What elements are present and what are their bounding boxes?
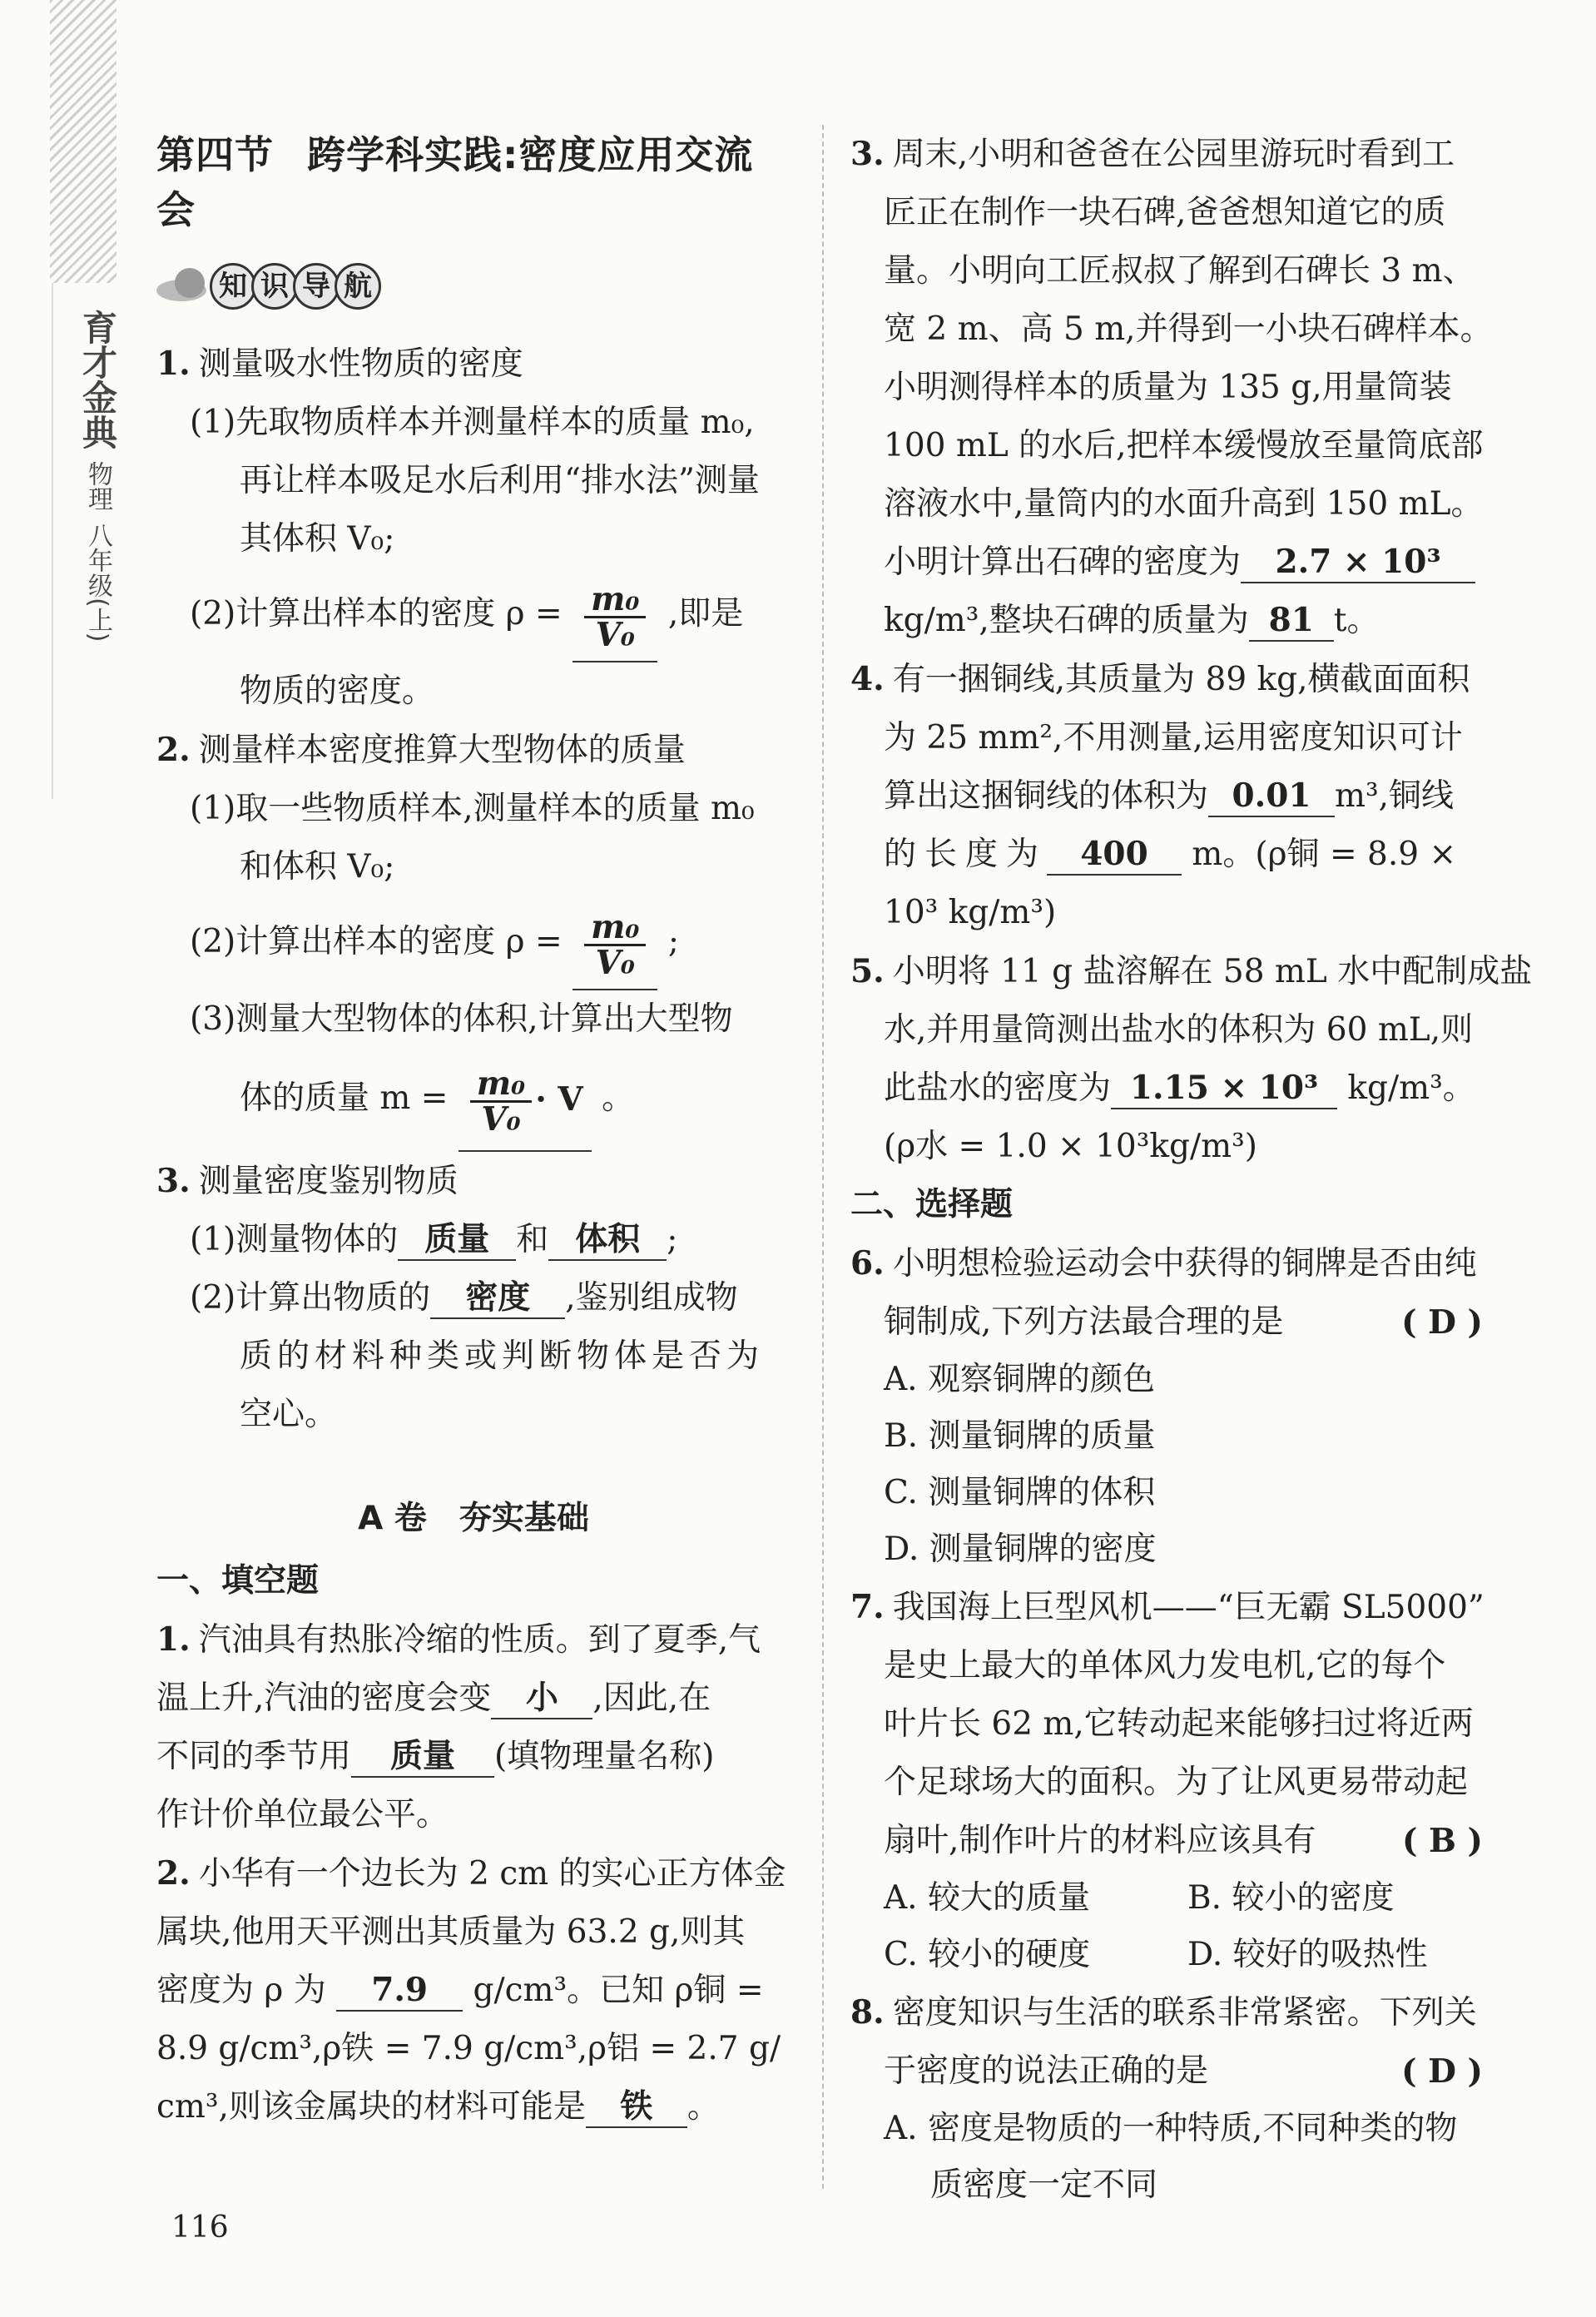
answer-blank: 0.01: [1208, 776, 1335, 817]
q4-line4: 的长度为 400 m。(ρ铜 = 8.9 ×: [850, 826, 1491, 884]
badge-char: 航: [335, 263, 381, 310]
column-divider: [822, 125, 824, 2189]
k2-s3: 体的质量 m = $\frac{\text{m₀}}{\text{V₀}}$ · V 。: [156, 1049, 791, 1152]
option: D. 较好的吸热性: [1187, 1936, 1428, 1973]
option: A. 较大的质量: [884, 1879, 1090, 1917]
q1-line1: 1. 汽油具有热胀冷缩的性质。到了夏季,气: [156, 1620, 761, 1659]
badge-char: 识: [251, 263, 298, 310]
k3-heading: 3. 测量密度鉴别物质: [156, 1161, 458, 1200]
k3-s2c: 质的材料种类或判断物体是否为: [240, 1337, 765, 1375]
q4-line5: 10³ kg/m³): [884, 894, 1057, 931]
q3-line1: 3. 周末,小明和爸爸在公园里游玩时看到工: [850, 135, 1455, 173]
q2-line2: 属块,他用天平测出其质量为 63.2 g,则其: [156, 1913, 746, 1951]
q2-line3: 密度为 ρ 为 7.9 g/cm³。已知 ρ铜 =: [156, 1962, 791, 2020]
q5-line2: 水,并用量筒测出盐水的体积为 60 mL,则: [884, 1011, 1474, 1049]
brand-name: 育才金典: [77, 310, 118, 449]
subject-label: 物理: [83, 461, 112, 511]
option: A. 密度是物质的一种特质,不同种类的物: [884, 2110, 1458, 2147]
q8-line2: 于密度的说法正确的是 ( D ): [850, 2042, 1491, 2101]
k3-s2: (2)计算出物质的 密度 ,鉴别组成物: [156, 1269, 791, 1327]
section-topic: 跨学科实践:密度应用交流会: [156, 132, 754, 232]
answer-blank: 体积: [548, 1219, 667, 1261]
answer-choice: ( B ): [1401, 1822, 1483, 1860]
q3-line7: 溶液水中,量筒内的水面升高到 150 mL。: [884, 485, 1484, 523]
option: C. 测量铜牌的体积: [884, 1474, 1156, 1511]
q3-line8: 小明计算出石碑的密度为 2.7 × 10³: [850, 533, 1491, 592]
q7-line5: 扇叶,制作叶片的材料应该具有 ( B ): [850, 1812, 1491, 1870]
k3-s1: (1)测量物体的 质量 和 体积 ;: [156, 1211, 791, 1269]
q7-line4: 个足球场大的面积。为了让风更易带动起: [884, 1764, 1469, 1801]
section-a-title: A 卷 夯实基础: [358, 1499, 589, 1537]
fraction: $\frac{\text{m₀}}{\text{V₀}}$: [584, 910, 646, 980]
k3-s2d: 空心。: [240, 1395, 338, 1433]
decorative-hatch: [50, 0, 116, 283]
option: D. 测量铜牌的密度: [884, 1531, 1157, 1568]
option: B. 测量铜牌的质量: [884, 1417, 1156, 1455]
q5-line3: 此盐水的密度为 1.15 × 10³ kg/m³。: [850, 1059, 1491, 1118]
q3-line9: kg/m³,整块石碑的质量为 81 t。: [850, 592, 1491, 650]
q5-line4: (ρ水 = 1.0 × 10³kg/m³): [884, 1128, 1257, 1165]
q1-line2: 温上升,汽油的密度会变 小 ,因此,在: [156, 1670, 791, 1728]
mascot-icon: [156, 263, 215, 310]
q7-line3: 叶片长 62 m,它转动起来能够扫过将近两: [884, 1705, 1474, 1743]
badge-char: 导: [293, 263, 340, 310]
page-title: [156, 125, 791, 235]
q6-line1: 6. 小明想检验运动会中获得的铜牌是否由纯: [850, 1244, 1477, 1283]
q4-line2: 为 25 mm²,不用测量,运用密度知识可计: [884, 719, 1463, 757]
k1-s2: (2)计算出样本的密度 ρ = $\frac{\text{m₀}}{\text{V₀}}$ ,即是: [156, 568, 791, 662]
q3-line3: 量。小明向工匠叔叔了解到石碑长 3 m、: [884, 252, 1475, 290]
k2-s3a: (3)测量大型物体的体积,计算出大型物: [190, 1000, 733, 1038]
q4-line1: 4. 有一捆铜线,其质量为 89 kg,横截面面积: [850, 660, 1470, 698]
answer-blank: 小: [491, 1678, 592, 1719]
answer-blank: 1.15 × 10³: [1111, 1068, 1337, 1109]
answer-blank: [572, 897, 657, 990]
q1-line3: 不同的季节用 质量 (填物理量名称): [156, 1728, 791, 1786]
knowledge-nav-badge: [156, 263, 791, 310]
option: A. 观察铜牌的颜色: [884, 1361, 1155, 1398]
k1-heading: 1. 测量吸水性物质的密度: [156, 345, 523, 383]
q3-line5: 小明测得样本的质量为 135 g,用量筒装: [884, 369, 1452, 406]
answer-blank: 铁: [586, 2086, 687, 2128]
left-column: [156, 125, 791, 2136]
k1-s1c: 其体积 V₀;: [240, 520, 395, 558]
fraction: $\frac{\text{m₀}}{\text{V₀}}$: [470, 1067, 532, 1136]
option-row: [850, 1870, 1491, 1927]
option: B. 较小的密度: [1187, 1879, 1395, 1917]
section-number: 第四节: [156, 132, 274, 177]
answer-blank: 密度: [430, 1278, 565, 1319]
q5-line1: 5. 小明将 11 g 盐溶解在 58 mL 水中配制成盐: [850, 952, 1533, 990]
grade-label: 八年级(上): [83, 523, 112, 643]
answer-blank: 质量: [351, 1736, 494, 1778]
option-row: [850, 1927, 1491, 1983]
answer-blank: 2.7 × 10³: [1241, 542, 1475, 583]
answer-choice: ( D ): [1401, 1303, 1483, 1342]
q3-line4: 宽 2 m、高 5 m,并得到一小块石碑样本。: [884, 310, 1493, 348]
sidebar: [77, 310, 118, 642]
right-column: [850, 125, 1533, 2214]
k1-s1a: (1)先取物质样本并测量样本的质量 m₀,: [190, 404, 755, 441]
q7-line1: 7. 我国海上巨型风机——“巨无霸 SL5000”: [850, 1588, 1484, 1626]
q2-line5: cm³,则该金属块的材料可能是 铁 。: [156, 2078, 791, 2136]
choice-heading: 二、选择题: [850, 1186, 1014, 1223]
option: C. 较小的硬度: [884, 1936, 1091, 1973]
answer-blank: 质量: [398, 1219, 516, 1261]
k2-s1b: 和体积 V₀;: [240, 848, 395, 886]
answer-blank: $\frac{\text{m₀}}{\text{V₀}}$ · V: [458, 1049, 592, 1152]
k1-s2c: 物质的密度。: [240, 672, 435, 710]
q2-line1: 2. 小华有一个边长为 2 cm 的实心正方体金: [156, 1853, 786, 1893]
q2-line4: 8.9 g/cm³,ρ铁 = 7.9 g/cm³,ρ铝 = 2.7 g/: [156, 2029, 781, 2067]
answer-blank: 400: [1047, 834, 1182, 876]
badge-char: 知: [210, 263, 256, 310]
option-continued: 质密度一定不同: [930, 2166, 1158, 2204]
fill-blank-heading: 一、填空题: [156, 1561, 320, 1600]
k2-heading: 2. 测量样本密度推算大型物体的质量: [156, 731, 686, 769]
k2-s2: (2)计算出样本的密度 ρ = $\frac{\text{m₀}}{\text{V₀}}$ ;: [156, 896, 791, 990]
q7-line2: 是史上最大的单体风力发电机,它的每个: [884, 1647, 1446, 1684]
k1-s1b: 再让样本吸足水后利用“排水法”测量: [240, 462, 760, 499]
q6-line2: 铜制成,下列方法最合理的是 ( D ): [850, 1293, 1491, 1352]
answer-blank: [572, 569, 657, 662]
page-number: 116: [171, 2210, 229, 2245]
fraction: $\frac{\text{m₀}}{\text{V₀}}$: [584, 583, 646, 652]
q3-line2: 匠正在制作一块石碑,爸爸想知道它的质: [884, 194, 1446, 231]
q3-line6: 100 mL 的水后,把样本缓慢放至量筒底部: [884, 427, 1484, 464]
answer-choice: ( D ): [1401, 2052, 1483, 2091]
q1-line4: 作计价单位最公平。: [156, 1795, 449, 1833]
q8-line1: 8. 密度知识与生活的联系非常紧密。下列关: [850, 1993, 1477, 2032]
answer-blank: 7.9: [336, 1970, 463, 2012]
k2-s1a: (1)取一些物质样本,测量样本的质量 m₀: [190, 790, 755, 827]
margin-rule: [52, 283, 53, 799]
q4-line3: 算出这捆铜线的体积为 0.01 m³,铜线: [850, 767, 1491, 826]
answer-blank: 81: [1249, 600, 1334, 642]
